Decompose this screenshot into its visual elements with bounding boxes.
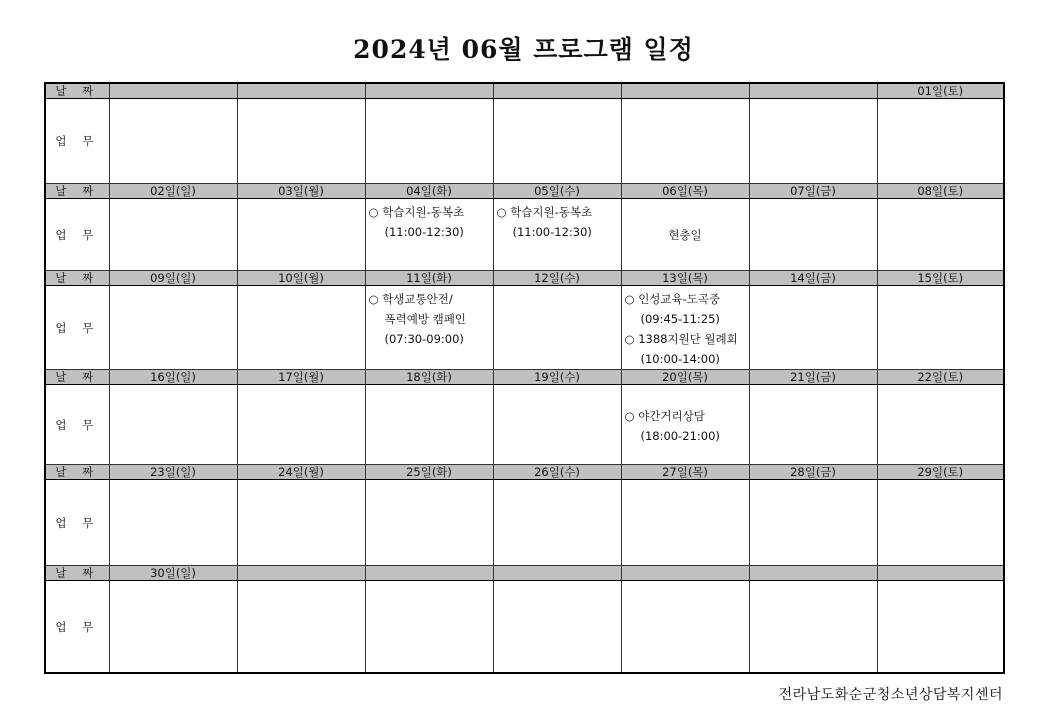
work-row-label: 업 무	[45, 99, 109, 184]
date-cell: 01일(토)	[877, 83, 1004, 99]
work-cell	[621, 385, 749, 465]
date-cell: 19일(수)	[493, 370, 621, 385]
date-cell: 11일(화)	[365, 271, 493, 286]
work-cell	[365, 286, 493, 370]
date-cell	[365, 83, 493, 99]
work-cell	[109, 99, 237, 184]
date-cell: 24일(월)	[237, 465, 365, 480]
work-cell	[109, 385, 237, 465]
date-row-label: 날 짜	[45, 370, 109, 385]
date-row	[45, 184, 1004, 199]
work-cell	[365, 581, 493, 673]
entry-line: (18:00-21:00)	[640, 429, 720, 444]
work-cell	[493, 286, 621, 370]
date-cell	[237, 566, 365, 581]
date-cell: 15일(토)	[877, 271, 1004, 286]
date-cell: 25일(화)	[365, 465, 493, 480]
work-cell	[749, 581, 877, 673]
work-row-label: 업 무	[45, 385, 109, 465]
entry-line: (11:00-12:30)	[384, 225, 464, 240]
work-cell	[237, 286, 365, 370]
date-cell: 20일(목)	[621, 370, 749, 385]
work-row-label: 업 무	[45, 199, 109, 271]
work-cell	[621, 480, 749, 566]
work-cell	[621, 581, 749, 673]
date-cell: 28일(금)	[749, 465, 877, 480]
work-row	[45, 99, 1004, 184]
date-row	[45, 83, 1004, 99]
entry-line: ○ 야간거리상담	[624, 409, 705, 424]
date-cell	[621, 566, 749, 581]
date-cell	[109, 83, 237, 99]
entry-line: ○ 학습지원-동복초	[368, 205, 465, 220]
work-cell	[109, 286, 237, 370]
work-cell	[365, 385, 493, 465]
work-row	[45, 385, 1004, 465]
work-cell	[877, 286, 1004, 370]
entry-line: 현충일	[668, 227, 702, 242]
work-cell	[749, 480, 877, 566]
work-row-label: 업 무	[45, 480, 109, 566]
schedule-entry	[622, 403, 749, 446]
date-cell: 03일(월)	[237, 184, 365, 199]
entry-line: (11:00-12:30)	[512, 225, 592, 240]
date-row	[45, 271, 1004, 286]
date-cell: 04일(화)	[365, 184, 493, 199]
work-cell	[493, 99, 621, 184]
date-cell: 05일(수)	[493, 184, 621, 199]
work-cell	[237, 480, 365, 566]
entry-line: ○ 인성교육-도곡중	[624, 292, 721, 307]
date-cell	[749, 566, 877, 581]
date-cell: 17일(월)	[237, 370, 365, 385]
date-row	[45, 465, 1004, 480]
work-cell	[237, 385, 365, 465]
date-cell	[749, 83, 877, 99]
entry-line: 폭력예방 캠페인	[384, 312, 466, 327]
date-cell: 23일(일)	[109, 465, 237, 480]
date-cell: 08일(토)	[877, 184, 1004, 199]
work-row-label: 업 무	[45, 286, 109, 370]
work-cell	[749, 199, 877, 271]
date-cell: 26일(수)	[493, 465, 621, 480]
date-cell	[365, 566, 493, 581]
schedule-entry	[366, 199, 493, 242]
date-row-label: 날 짜	[45, 271, 109, 286]
date-row-label: 날 짜	[45, 465, 109, 480]
date-cell: 21일(금)	[749, 370, 877, 385]
work-cell	[493, 581, 621, 673]
schedule-table	[44, 82, 1005, 674]
schedule-entry	[494, 199, 621, 242]
date-cell: 22일(토)	[877, 370, 1004, 385]
date-cell: 30일(일)	[109, 566, 237, 581]
date-cell	[493, 566, 621, 581]
date-cell: 16일(일)	[109, 370, 237, 385]
work-cell	[109, 581, 237, 673]
date-cell: 27일(목)	[621, 465, 749, 480]
work-cell	[877, 480, 1004, 566]
date-cell: 09일(일)	[109, 271, 237, 286]
date-cell: 07일(금)	[749, 184, 877, 199]
organization-name: 전라남도화순군청소년상담복지센터	[778, 687, 1003, 703]
work-cell	[365, 480, 493, 566]
page-title: 2024년 06월 프로그램 일정	[353, 35, 694, 64]
work-cell	[621, 286, 749, 370]
work-row	[45, 480, 1004, 566]
work-cell	[365, 99, 493, 184]
entry-line: ○ 1388지원단 월례회	[624, 332, 738, 347]
work-row	[45, 581, 1004, 673]
work-cell	[493, 480, 621, 566]
date-cell	[237, 83, 365, 99]
work-cell	[749, 286, 877, 370]
entry-line: (07:30-09:00)	[384, 332, 464, 347]
work-cell	[237, 99, 365, 184]
work-cell	[621, 199, 749, 271]
date-cell: 06일(목)	[621, 184, 749, 199]
entry-line: (10:00-14:00)	[640, 352, 720, 367]
work-cell	[365, 199, 493, 271]
date-row-label: 날 짜	[45, 566, 109, 581]
date-cell: 13일(목)	[621, 271, 749, 286]
work-cell	[877, 581, 1004, 673]
schedule-entry	[622, 286, 749, 369]
date-row	[45, 566, 1004, 581]
entry-line: ○ 학생교통안전/	[368, 292, 453, 307]
work-cell	[109, 480, 237, 566]
date-cell	[621, 83, 749, 99]
work-cell	[877, 385, 1004, 465]
date-cell	[877, 566, 1004, 581]
work-row-label: 업 무	[45, 581, 109, 673]
date-cell: 12일(수)	[493, 271, 621, 286]
work-row	[45, 286, 1004, 370]
entry-line: ○ 학습지원-동복초	[496, 205, 593, 220]
date-cell: 18일(화)	[365, 370, 493, 385]
schedule-entry	[622, 225, 749, 245]
work-row	[45, 199, 1004, 271]
date-cell: 10일(월)	[237, 271, 365, 286]
work-cell	[621, 99, 749, 184]
work-cell	[749, 385, 877, 465]
work-cell	[493, 385, 621, 465]
work-cell	[749, 99, 877, 184]
date-row-label: 날 짜	[45, 83, 109, 99]
work-cell	[237, 199, 365, 271]
schedule-entry	[366, 286, 493, 349]
work-cell	[877, 99, 1004, 184]
work-cell	[109, 199, 237, 271]
work-cell	[877, 199, 1004, 271]
date-cell: 29일(토)	[877, 465, 1004, 480]
work-cell	[493, 199, 621, 271]
date-cell	[493, 83, 621, 99]
date-row	[45, 370, 1004, 385]
date-cell: 02일(일)	[109, 184, 237, 199]
date-row-label: 날 짜	[45, 184, 109, 199]
date-cell: 14일(금)	[749, 271, 877, 286]
entry-line: (09:45-11:25)	[640, 312, 720, 327]
work-cell	[237, 581, 365, 673]
